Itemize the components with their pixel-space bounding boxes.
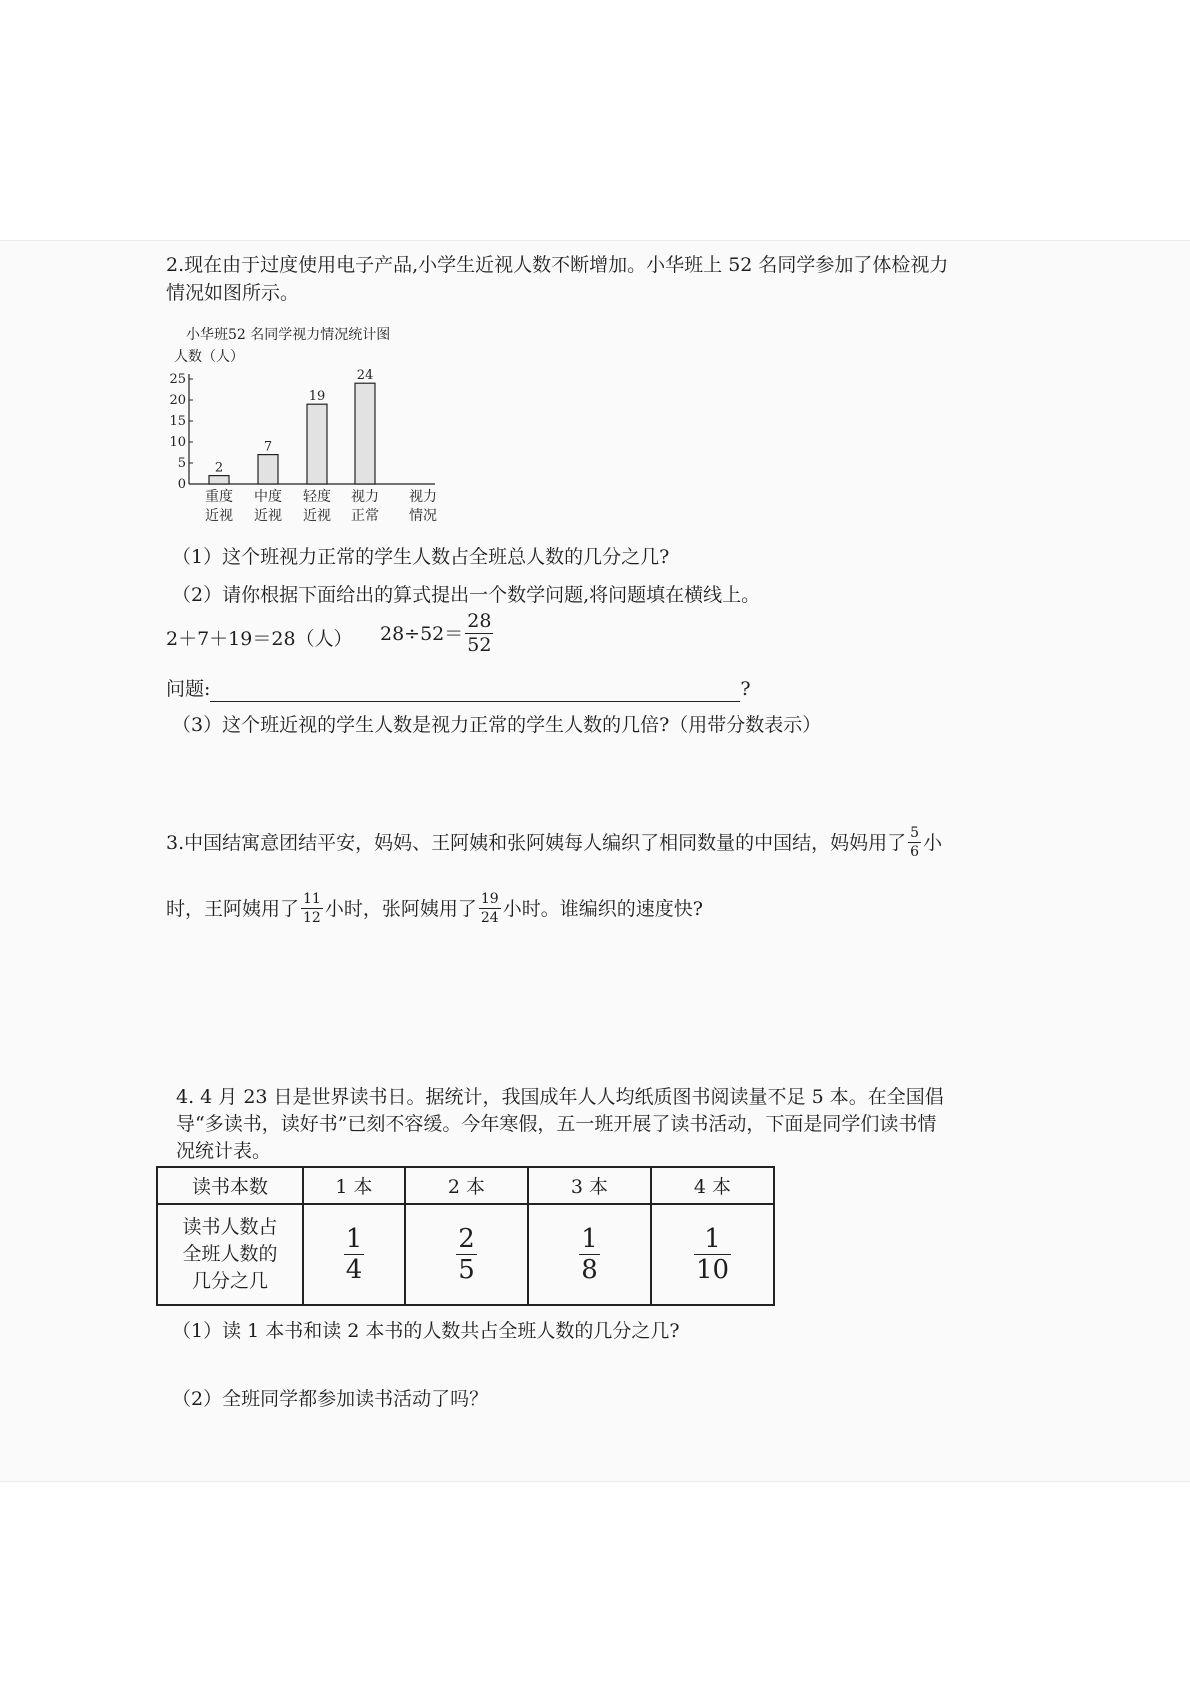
- table-fraction-3-num: 1: [581, 1224, 598, 1254]
- table-cell-2: [405, 1204, 528, 1305]
- table-fraction-2: [456, 1226, 477, 1283]
- q3-fraction-mom: [908, 826, 921, 859]
- chart-ylabel: 人数（人）: [174, 349, 244, 365]
- table-fraction-2-den: 5: [458, 1255, 475, 1285]
- table-row-label-line2: 全班人数的: [182, 1243, 278, 1265]
- q4-sub1: （1）读 1 本书和读 2 本书的人数共占全班人数的几分之几?: [172, 1320, 680, 1342]
- bar: [209, 476, 229, 484]
- q4-text-line1: 4. 4 月 23 日是世界读书日。据统计，我国成年人人均纸质图书阅读量不足 5 本。在全国倡: [176, 1086, 944, 1108]
- table-fraction-4-num: 1: [704, 1224, 721, 1254]
- q3-fraction-wang: [301, 892, 323, 925]
- formula-division: [380, 612, 495, 655]
- q2-sub1: （1）这个班视力正常的学生人数占全班总人数的几分之几?: [172, 546, 670, 568]
- q2-text-line2: 情况如图所示。: [166, 282, 300, 304]
- x-tick-label: 近视: [254, 508, 282, 524]
- x-tick-label: 重度: [205, 489, 233, 505]
- table-col-4: 4 本: [651, 1167, 774, 1204]
- table-cell-3: [528, 1204, 651, 1305]
- table-row-label: [157, 1204, 303, 1305]
- table-fraction-4: [694, 1226, 731, 1283]
- table-fraction-row: [157, 1204, 774, 1305]
- formula-fraction-num: 28: [467, 610, 492, 632]
- table-col-1: 1 本: [303, 1167, 405, 1204]
- x-axis-label: 视力: [409, 489, 437, 505]
- table-fraction-2-num: 2: [458, 1224, 475, 1254]
- x-tick-label: 正常: [351, 508, 379, 524]
- reading-table: [156, 1166, 775, 1306]
- q3-fraction-wang-num: 11: [303, 891, 321, 907]
- table-cell-1: [303, 1204, 405, 1305]
- q3-fraction-mom-den: 6: [910, 844, 920, 860]
- table-fraction-1-num: 1: [345, 1224, 363, 1254]
- q3-line2: [166, 892, 703, 925]
- table-row-label-line1: 读书人数占: [182, 1216, 278, 1238]
- y-tick-label: 20: [169, 393, 186, 408]
- y-tick-label: 0: [177, 477, 186, 492]
- q3-part2: 小: [923, 831, 943, 854]
- q4-text-line2: 导“多读书，读好书”已刻不容缓。今年寒假，五一班开展了读书活动，下面是同学们读书情: [176, 1113, 937, 1135]
- x-axis-label: 情况: [409, 508, 437, 524]
- q4-text-line3: 况统计表。: [176, 1140, 272, 1162]
- q2-sub2: （2）请你根据下面给出的算式提出一个数学问题,将问题填在横线上。: [172, 584, 761, 606]
- q2-sub3: （3）这个班近视的学生人数是视力正常的学生人数的几倍?（用带分数表示）: [172, 714, 822, 736]
- table-header-label: 读书本数: [157, 1167, 303, 1204]
- question-end: ?: [740, 678, 751, 700]
- question-answer-line: [166, 676, 751, 702]
- q3-fraction-mom-num: 5: [910, 825, 920, 841]
- y-tick-label: 10: [169, 435, 186, 450]
- table-fraction-3: [579, 1226, 600, 1283]
- table-fraction-3-den: 8: [581, 1255, 598, 1285]
- bar: [355, 383, 375, 484]
- x-tick-label: 近视: [303, 508, 331, 524]
- y-tick-label: 15: [169, 414, 186, 429]
- formula-fraction-den: 52: [467, 634, 492, 656]
- formula-sum: 2＋7＋19＝28（人）: [166, 628, 353, 650]
- table-cell-4: [651, 1204, 774, 1305]
- q3-fraction-zhang-num: 19: [480, 891, 499, 907]
- q3-part5: 小时。谁编织的速度快?: [502, 897, 703, 920]
- bar-chart: [165, 362, 455, 532]
- data-label: 2: [214, 460, 224, 476]
- bar: [258, 455, 278, 484]
- table-col-3: 3 本: [528, 1167, 651, 1204]
- x-tick-label: 轻度: [303, 489, 331, 505]
- table-col-2: 2 本: [405, 1167, 528, 1204]
- q3-fraction-wang-den: 12: [303, 910, 321, 926]
- formula-division-prefix: 28÷52＝: [380, 622, 464, 645]
- data-label: 19: [308, 389, 326, 405]
- table-fraction-1-den: 4: [345, 1255, 363, 1285]
- q3-part4: 小时，张阿姨用了: [324, 897, 477, 920]
- table-fraction-1: [344, 1226, 365, 1283]
- question-label: 问题:: [166, 678, 211, 700]
- x-tick-label: 近视: [205, 508, 233, 524]
- q3-fraction-zhang-den: 24: [480, 910, 499, 926]
- formula-fraction: [465, 612, 493, 655]
- x-tick-label: 中度: [254, 489, 282, 505]
- q2-text-line1: 2.现在由于过度使用电子产品,小学生近视人数不断增加。小华班上 52 名同学参加了体检视力: [166, 254, 949, 276]
- q3-part1: 3.中国结寓意团结平安，妈妈、王阿姨和张阿姨每人编织了相同数量的中国结，妈妈用了: [166, 831, 907, 854]
- chart-title: 小华班52 名同学视力情况统计图: [186, 327, 391, 343]
- q3-part3: 时，王阿姨用了: [166, 897, 300, 920]
- q3-line1: [166, 826, 942, 859]
- x-tick-label: 视力: [351, 489, 379, 505]
- q4-sub2: （2）全班同学都参加读书活动了吗？: [172, 1388, 489, 1410]
- y-tick-label: 5: [177, 456, 186, 471]
- data-label: 24: [356, 368, 374, 384]
- q3-fraction-zhang: [479, 892, 501, 925]
- table-row-label-line3: 几分之几: [191, 1270, 268, 1292]
- table-header-row: [157, 1167, 774, 1204]
- table-fraction-4-den: 10: [695, 1255, 730, 1285]
- bar: [307, 404, 327, 484]
- y-tick-label: 25: [169, 372, 186, 387]
- question-blank[interactable]: [210, 681, 740, 702]
- data-label: 7: [263, 439, 273, 455]
